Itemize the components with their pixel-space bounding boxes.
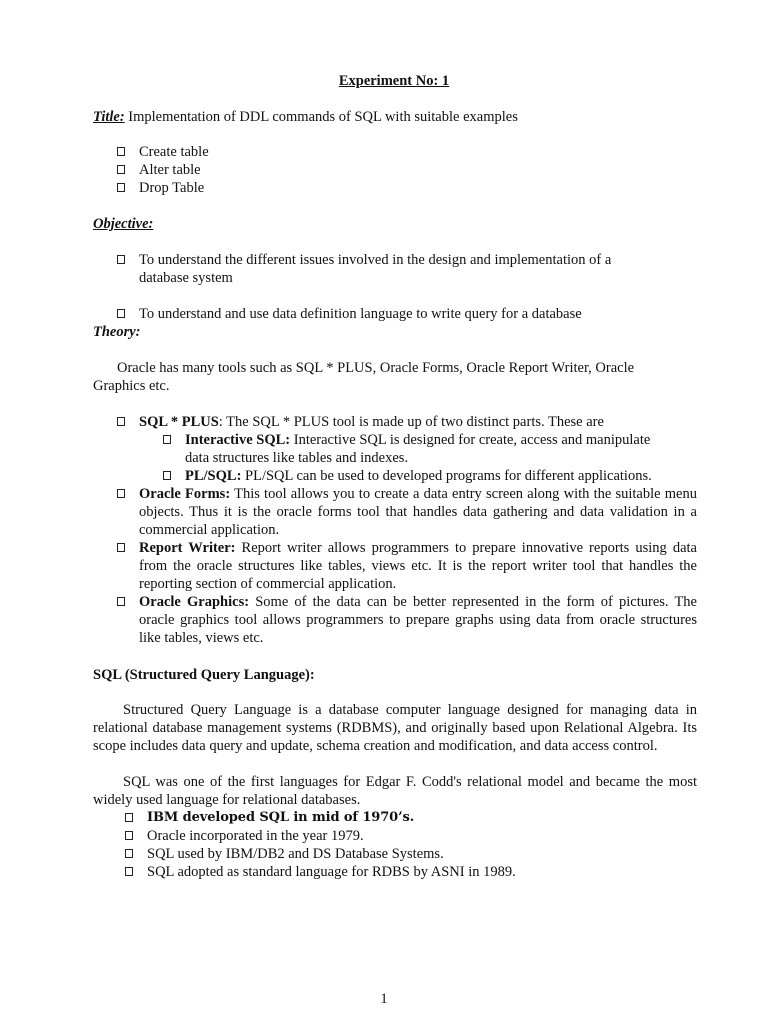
objective-label: Objective: [93,216,154,232]
checkbox-icon [117,165,125,174]
sql-fact: SQL adopted as standard language for RDBS by ASNI in 1989. [125,863,685,881]
checkbox-icon [117,597,125,606]
tool-plsql: PL/SQL: PL/SQL can be used to developed programs for different applications. [163,467,697,485]
checkbox-icon [163,471,171,480]
checkbox-icon [117,417,125,426]
title-text: Implementation of DDL commands of SQL with suitable examples [128,109,518,125]
theory-label: Theory: [93,324,141,340]
objective-item: To understand the different issues involved in the design and implementation of a database system [117,251,657,287]
checkbox-icon [117,543,125,552]
sql-fact: IBM developed SQL in mid of 1970’s. [125,809,685,827]
title-label: Title: [93,109,125,125]
experiment-heading: Experiment No: 1 [338,73,450,89]
checkbox-icon [117,255,125,264]
ddl-item: Drop Table [117,179,677,197]
checkbox-icon [117,183,125,192]
tool-oracle-forms: Oracle Forms: This tool allows you to create a data entry screen along with the suitable menu objects. Thus it is the oracle forms tool that handles data gathering and data validation in a commercial application. [117,485,697,539]
checkbox-icon [125,813,133,822]
sql-paragraph-2: SQL was one of the first languages for Edgar F. Codd's relational model and became the most widely used language for relational databases. [93,774,697,808]
tool-oracle-graphics: Oracle Graphics: Some of the data can be better represented in the form of pictures. The oracle graphics tool allows programmers to prepare graphs using data from oracle structures like tables, views etc. [117,593,697,647]
checkbox-icon [117,309,125,318]
ddl-item: Alter table [117,161,677,179]
objective-item: To understand and use data definition language to write query for a database [117,305,677,323]
sql-fact: Oracle incorporated in the year 1979. [125,827,685,845]
title-line [93,108,518,126]
checkbox-icon [117,489,125,498]
checkbox-icon [125,831,133,840]
checkbox-icon [117,147,125,156]
ddl-item: Create table [117,143,677,161]
checkbox-icon [125,867,133,876]
theory-intro: Oracle has many tools such as SQL * PLUS, Oracle Forms, Oracle Report Writer, Oracle Graphics etc. [93,360,635,394]
checkbox-icon [125,849,133,858]
sql-paragraph-1: Structured Query Language is a database computer language designed for managing data in relational database management systems (RDBMS), and originally based upon Relational Algebra. Its scope includes data query and update, schema creation and modification, and data access control. [93,702,697,754]
page-number: 1 [380,991,388,1007]
tool-sqlplus: SQL * PLUS: The SQL * PLUS tool is made up of two distinct parts. These are [117,413,697,431]
sql-heading: SQL (Structured Query Language): [93,667,315,683]
checkbox-icon [163,435,171,444]
tool-interactive-sql: Interactive SQL: Interactive SQL is designed for create, access and manipulate data structures like tables and indexes. [163,431,663,467]
sql-fact: SQL used by IBM/DB2 and DS Database Systems. [125,845,685,863]
tool-report-writer: Report Writer: Report writer allows programmers to prepare innovative reports using data from the oracle structures like tables, views etc. It is the report writer tool that handles the reporting section of commercial application. [117,539,697,593]
